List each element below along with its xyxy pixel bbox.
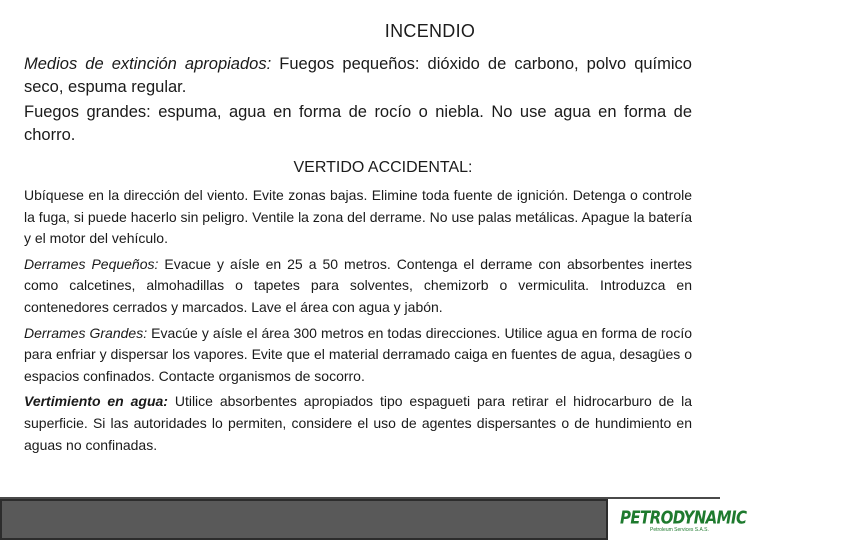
vertido-paragraph-3 xyxy=(24,323,692,388)
petrodynamic-logo xyxy=(620,506,747,536)
fuegos-pequenos-label: Fuegos pequeños xyxy=(271,55,415,73)
vertido-intro-text: Ubíquese en la dirección del viento. Evite zonas bajas. Elimine toda fuente de ignición. Detenga o controle la fuga, si puede hacerlo sin peligro. Ventile la zona del derrame. No use palas metálicas. Apague la batería y el motor del vehículo. xyxy=(24,187,692,247)
derrames-grandes-label: Derrames Grandes: xyxy=(24,324,148,341)
vertimiento-agua-text: Utilice absorbentes apropiados tipo espagueti para retirar el hidrocarburo de la superficie. Si las autoridades lo permiten, considere el uso de agentes dispersantes o de hundimiento en aguas no confinadas. xyxy=(24,393,692,453)
vertido-paragraph-2 xyxy=(24,254,692,319)
incendio-paragraph-2 xyxy=(24,101,692,146)
fuegos-grandes-label: Fuegos grandes xyxy=(24,103,147,121)
incendio-title: INCENDIO xyxy=(384,21,476,41)
vertido-paragraph-4 xyxy=(24,391,692,456)
incendio-block xyxy=(24,53,692,149)
logo-subtitle: Petroleum Services S.A.S. xyxy=(650,527,709,533)
vertido-title: VERTIDO ACCIDENTAL: xyxy=(293,159,473,176)
derrames-pequenos-text: Evacue y aísle en 25 a 50 metros. Contenga el derrame con absorbentes inertes como calcetines, almohadillas o tapetes para solventes, chemizorb o vermiculita. Introduzca en contenedores cerrados y marcados. Lave el área con agua y jabón. xyxy=(24,255,692,315)
medios-label: Medios de extinción apropiados: xyxy=(24,55,272,73)
derrames-grandes-text: Evacúe y aísle el área 300 metros en todas direcciones. Utilice agua en forma de rocío para enfriar y dispersar los vapores. Evite que el material derramado caiga en fuentes de agua, desagües o espacios confinados. Contacte organismos de socorro. xyxy=(24,324,692,384)
incendio-paragraph-1 xyxy=(24,53,692,98)
footer-bar xyxy=(0,499,608,540)
logo-wordmark: PETRODYNAMIC xyxy=(620,506,747,529)
fuegos-grandes-text: : espuma, agua en forma de rocío o niebla. No use agua en forma de chorro. xyxy=(24,103,692,144)
derrames-pequenos-label: Derrames Pequeños: xyxy=(24,255,159,272)
vertimiento-agua-label: Vertimiento en agua: xyxy=(24,393,168,410)
medios-text: : dióxido de carbono, polvo químico seco, espuma regular. xyxy=(24,55,692,96)
vertido-block xyxy=(24,185,692,460)
vertido-paragraph-1 xyxy=(24,185,692,250)
